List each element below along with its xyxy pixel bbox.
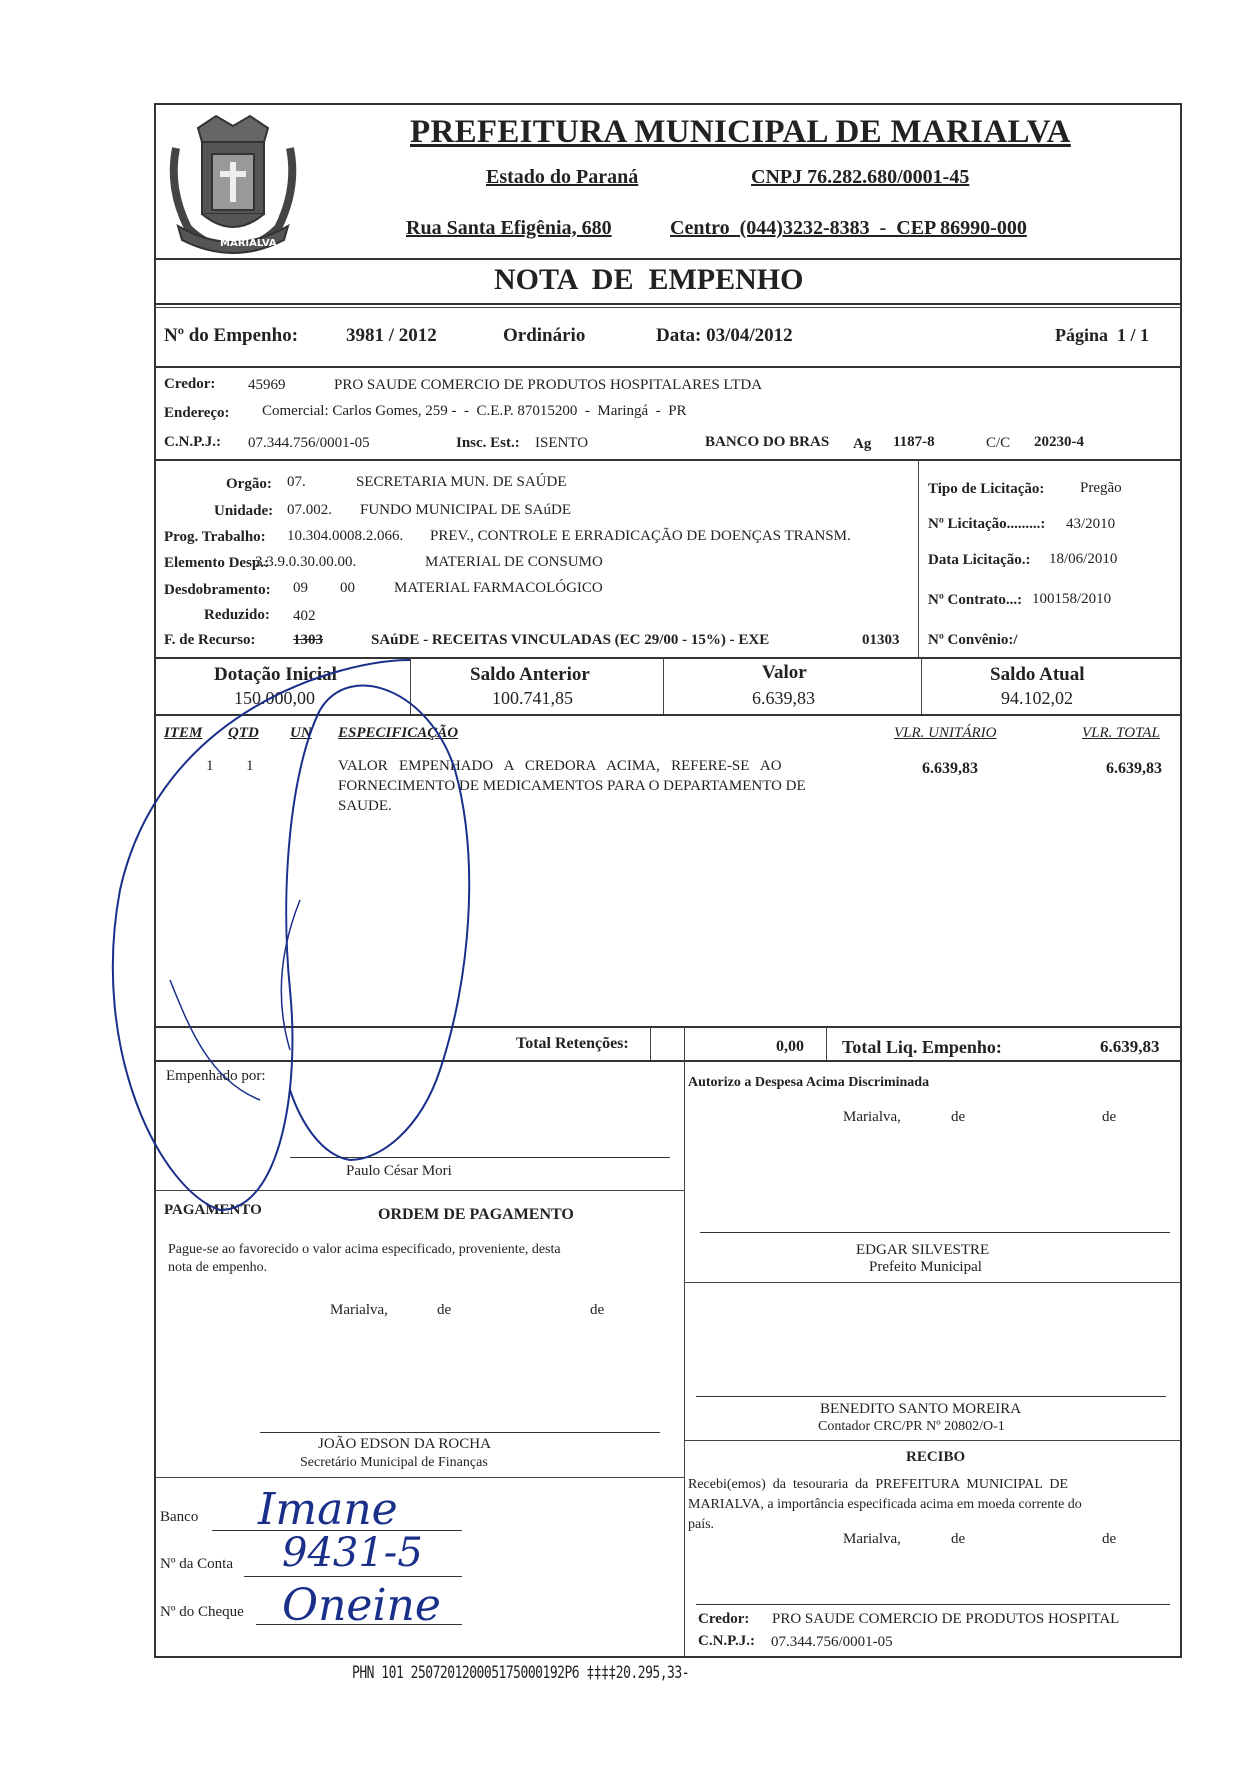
col-especificacao: ESPECIFICAÇÃO [338,725,459,741]
prefeitura-contact: Centro (044)3232-8383 - CEP 86990-000 [670,217,1027,239]
col-un: UN [290,725,312,741]
pagamento-text: nota de empenho. [168,1260,268,1275]
recibo-credor-label: Credor: [698,1611,750,1627]
empenho-date: Data: 03/04/2012 [656,325,793,346]
divider [684,1026,685,1060]
orgao-label: Orgão: [226,476,272,492]
prefeitura-address: Rua Santa Efigênia, 680 [406,217,612,239]
saldo-atual-label: Saldo Atual [990,664,1085,685]
unidade-name: FUNDO MUNICIPAL DE SAúDE [360,502,571,518]
licitacao-num: 43/2010 [1066,516,1116,532]
conta-line [244,1576,462,1577]
recibo-text: Recebi(emos) da tesouraria da PREFEITURA MUNICIPAL DE [688,1477,1069,1492]
divider [154,258,1182,260]
dotacao-label: Dotação Inicial [214,664,337,685]
document-title: NOTA DE EMPENHO [494,263,804,296]
credor-address: Comercial: Carlos Gomes, 259 - - C.E.P. 87015200 - Maringá - PR [262,403,687,419]
conta-handwritten: 9431-5 [282,1530,423,1576]
desdobramento-label: Desdobramento: [164,582,271,598]
prefeito-nome: EDGAR SILVESTRE [856,1242,990,1258]
saldo-atual-value: 94.102,02 [1001,688,1073,708]
date-de-label: de [437,1302,452,1318]
recibo-credor: PRO SAUDE COMERCIO DE PRODUTOS HOSPITAL [772,1611,1120,1627]
unidade-label: Unidade: [214,503,274,519]
state-name: Estado do Paraná [486,166,639,188]
marialva-label: Marialva, [843,1531,901,1547]
address-label: Endereço: [164,405,230,421]
divider [918,459,919,659]
signature-line [260,1432,660,1433]
liquido-label: Total Liq. Empenho: [842,1037,1002,1057]
date-de-label: de [951,1531,966,1547]
retencoes-value: 0,00 [776,1038,804,1055]
divider [154,307,1182,308]
insc-label: Insc. Est.: [456,435,520,451]
licitacao-data: 18/06/2010 [1049,551,1118,567]
coat-of-arms-logo [158,108,308,260]
valor-value: 6.639,83 [752,688,815,708]
conta-label: Nº da Conta [160,1556,233,1572]
recurso-code: 1303 [293,632,323,648]
contrato-value: 100158/2010 [1032,591,1112,607]
secretario-cargo: Secretário Municipal de Finanças [300,1455,488,1470]
pagamento-text: Pague-se ao favorecido o valor acima especificado, proveniente, desta [168,1242,561,1257]
signature-line [696,1396,1166,1397]
insc-value: ISENTO [535,435,589,451]
empenho-type: Ordinário [503,325,586,346]
recibo-text: país. [688,1517,715,1532]
divider [154,303,1182,305]
page-title: PREFEITURA MUNICIPAL DE MARIALVA [410,114,1071,150]
agency-label: Ag [853,436,872,452]
credor-cnpj-label: C.N.P.J.: [164,434,221,450]
elemento-code: 3.3.9.0.30.00.00. [255,554,357,570]
page-number: Página 1 / 1 [1055,325,1150,345]
banco-handwritten: Imane [258,1484,398,1535]
saldo-anterior-value: 100.741,85 [492,688,573,708]
item-description-line: SAUDE. [338,798,392,814]
signature-line [700,1232,1170,1233]
divider [684,1060,685,1658]
recurso-name: SAúDE - RECEITAS VINCULADAS (EC 29/00 - 15%) - EXE [371,632,770,648]
secretario-nome: JOÃO EDSON DA ROCHA [318,1436,491,1452]
convenio-label: Nº Convênio:/ [928,632,1018,648]
contador-nome: BENEDITO SANTO MOREIRA [820,1401,1022,1417]
saldo-anterior-label: Saldo Anterior [470,664,590,685]
prefeito-cargo: Prefeito Municipal [869,1259,982,1275]
date-de-label: de [951,1109,966,1125]
licitacao-tipo-label: Tipo de Licitação: [928,481,1045,497]
account-number: 20230-4 [1034,434,1084,450]
item-number: 1 [206,758,214,774]
account-label: C/C [986,435,1011,451]
recibo-title: RECIBO [906,1449,966,1465]
licitacao-tipo: Pregão [1080,480,1122,496]
dotacao-value: 150.000,00 [234,688,315,708]
cheque-handwritten: Oneine [282,1580,441,1631]
divider [826,1026,827,1060]
credor-code: 45969 [248,377,286,393]
prog-name: PREV., CONTROLE E ERRADICAÇÃO DE DOENÇAS TRANSM. [430,528,851,544]
orgao-name: SECRETARIA MUN. DE SAÚDE [356,474,567,490]
marialva-label: Marialva, [330,1302,388,1318]
credor-cnpj: 07.344.756/0001-05 [248,435,370,451]
date-de-label: de [590,1302,605,1318]
col-item: ITEM [164,725,203,741]
credor-label: Credor: [164,376,216,392]
recurso-number: 01303 [862,632,900,648]
autorizo-text: Autorizo a Despesa Acima Discriminada [688,1075,930,1090]
divider [663,657,664,714]
credor-name: PRO SAUDE COMERCIO DE PRODUTOS HOSPITALARES LTDA [334,377,763,393]
banco-label: Banco [160,1509,199,1525]
empenhado-nome: Paulo César Mori [346,1163,452,1179]
recibo-cnpj: 07.344.756/0001-05 [771,1634,893,1650]
licitacao-data-label: Data Licitação.: [928,552,1031,568]
col-valor-total: VLR. TOTAL [1082,725,1160,741]
reduzido-label: Reduzido: [204,607,270,623]
prog-label: Prog. Trabalho: [164,529,266,545]
divider [650,1026,651,1060]
orgao-code: 07. [287,474,306,490]
recurso-label: F. de Recurso: [164,632,256,648]
col-qtd: QTD [228,725,259,741]
desdobramento-name: MATERIAL FARMACOLÓGICO [394,580,603,596]
valor-label: Valor [762,662,807,683]
desdobramento-subcode: 00 [340,580,355,596]
licitacao-num-label: Nº Licitação.........: [928,516,1046,532]
contador-cargo: Contador CRC/PR Nº 20802/O-1 [818,1419,1005,1434]
divider [154,366,1182,368]
footer-code: PHN 101 250720120005175000192P6 ‡‡‡‡20.295,33- [352,1663,690,1684]
recibo-cnpj-label: C.N.P.J.: [698,1633,755,1649]
col-valor-unitario: VLR. UNITÁRIO [894,725,997,741]
divider [154,1477,684,1478]
marialva-label: Marialva, [843,1109,901,1125]
unidade-code: 07.002. [287,502,332,518]
signature-loop [100,650,500,1220]
date-de-label: de [1102,1531,1117,1547]
divider [684,1282,1182,1283]
divider [921,657,922,714]
elemento-label: Elemento Desp.: [164,555,269,571]
date-de-label: de [1102,1109,1117,1125]
elemento-name: MATERIAL DE CONSUMO [425,554,603,570]
divider [154,459,1182,461]
item-description-line: FORNECIMENTO DE MEDICAMENTOS PARA O DEPARTAMENTO DE [338,778,806,794]
recibo-text: MARIALVA, a importância especificada acima em moeda corrente do [688,1497,1082,1512]
liquido-value: 6.639,83 [1100,1037,1160,1056]
signature-line [696,1604,1170,1605]
retencoes-label: Total Retenções: [516,1035,629,1052]
prog-code: 10.304.0008.2.066. [287,528,404,544]
empenho-number-label: Nº do Empenho: [164,325,299,346]
item-total-value: 6.639,83 [1106,760,1162,777]
agency-number: 1187-8 [893,434,935,450]
svg-text:MARIALVA: MARIALVA [220,238,277,249]
contrato-label: Nº Contrato...: [928,592,1023,608]
empenho-number: 3981 / 2012 [346,325,437,346]
desdobramento-code: 09 [293,580,308,596]
item-qtd: 1 [246,758,254,774]
prefeitura-cnpj: CNPJ 76.282.680/0001-45 [751,166,970,188]
item-unit-value: 6.639,83 [922,760,978,777]
cheque-label: Nº do Cheque [160,1604,244,1620]
bank-name: BANCO DO BRAS [705,434,830,450]
divider [684,1440,1182,1441]
reduzido-value: 402 [293,608,316,624]
item-description-line: VALOR EMPENHADO A CREDORA ACIMA, REFERE-SE AO [338,758,782,774]
ordem-pagamento-title: ORDEM DE PAGAMENTO [378,1206,574,1223]
pagamento-label: PAGAMENTO [164,1202,262,1218]
empenhado-label: Empenhado por: [166,1068,266,1084]
